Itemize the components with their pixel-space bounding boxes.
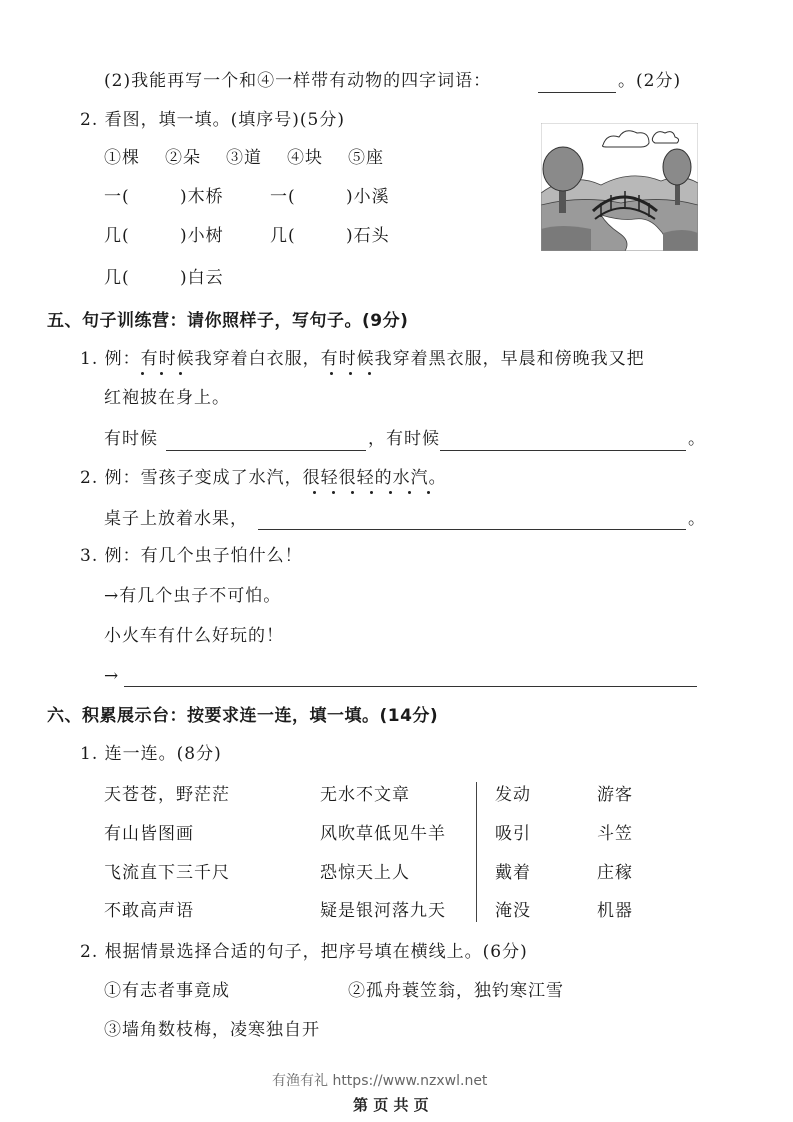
s4-q2-option-2: ②朵 xyxy=(165,148,201,168)
fill-row2-b-word: )石头 xyxy=(346,226,390,246)
match-a-4: 不敢高声语 xyxy=(104,901,194,921)
s4-q2-option-4: ④块 xyxy=(287,148,323,168)
s5-q2-example: 2. 例：雪孩子变成了水汽，很轻很轻的水汽。 xyxy=(80,468,447,488)
emphasis-dots-2 xyxy=(313,491,453,497)
match-b-3: 恐惊天上人 xyxy=(320,863,410,883)
s5-q1-answer-blank-b[interactable] xyxy=(440,450,686,451)
q2-score: 。(2分) xyxy=(618,71,682,91)
match-b-1: 无水不文章 xyxy=(320,785,410,805)
s4-q2-title: 2. 看图，填一填。(填序号)(5分) xyxy=(80,110,345,130)
match-c-1: 发动 xyxy=(495,785,531,805)
fill-row3-a-open: 几( xyxy=(104,268,130,288)
s5-q1-answer-prefix-a: 有时候 xyxy=(104,429,158,449)
fill-row2-b-open: 几( xyxy=(270,226,296,246)
s6-q2-option-3: ③墙角数枝梅，凌寒独自开 xyxy=(104,1020,320,1040)
match-a-1: 天苍苍，野茫茫 xyxy=(104,785,230,805)
s5-q3-answer-arrow: → xyxy=(104,666,120,686)
match-c-4: 淹没 xyxy=(495,901,531,921)
s5-q3-example-answer: →有几个虫子不可怕。 xyxy=(104,586,282,606)
s5-q1-answer-prefix-b: ，有时候 xyxy=(368,429,440,449)
fill-row1-a-word: )木桥 xyxy=(180,187,224,207)
q2-prompt: (2)我能再写一个和④一样带有动物的四字词语： xyxy=(104,71,492,91)
s5-q3-example: 3. 例：有几个虫子怕什么！ xyxy=(80,546,303,566)
match-d-1: 游客 xyxy=(597,785,633,805)
s5-q2-answer-blank[interactable] xyxy=(258,529,686,530)
s5-q2-answer-end: 。 xyxy=(688,509,706,529)
s5-q1-answer-end: 。 xyxy=(688,429,706,449)
match-c-3: 戴着 xyxy=(495,863,531,883)
s5-q1-answer-blank-a[interactable] xyxy=(166,450,366,451)
match-b-2: 风吹草低见牛羊 xyxy=(320,824,446,844)
match-c-2: 吸引 xyxy=(495,824,531,844)
s4-q2-option-1: ①棵 xyxy=(104,148,140,168)
fill-row1-b-open: 一( xyxy=(270,187,296,207)
footer-source: 有渔有礼 https://www.nzxwl.net xyxy=(272,1073,488,1089)
fill-row2-a-open: 几( xyxy=(104,226,130,246)
s6-q2-option-1: ①有志者事竟成 xyxy=(104,981,230,1001)
match-d-2: 斗笠 xyxy=(597,824,633,844)
fill-row3-a-word: )白云 xyxy=(180,268,224,288)
s5-q1-example-line2: 红袍披在身上。 xyxy=(104,388,230,408)
match-d-3: 庄稼 xyxy=(597,863,633,883)
s6-q1-title: 1. 连一连。(8分) xyxy=(80,744,222,764)
s6-q2-title: 2. 根据情景选择合适的句子，把序号填在横线上。(6分) xyxy=(80,942,528,962)
fill-row1-b-word: )小溪 xyxy=(346,187,390,207)
s5-q3-answer-blank[interactable] xyxy=(124,686,697,687)
match-a-3: 飞流直下三千尺 xyxy=(104,863,230,883)
section5-heading: 五、句子训练营：请你照样子，写句子。(9分) xyxy=(47,311,409,331)
match-d-4: 机器 xyxy=(597,901,633,921)
bridge-landscape-illustration xyxy=(541,123,698,251)
column-divider xyxy=(476,782,477,922)
fill-row2-a-word: )小树 xyxy=(180,226,224,246)
fill-row1-a-open: 一( xyxy=(104,187,130,207)
s4-q2-option-3: ③道 xyxy=(226,148,262,168)
footer-page-number: 第 页 共 页 xyxy=(353,1096,429,1114)
s5-q3-question: 小火车有什么好玩的！ xyxy=(104,626,284,646)
s4-q2-option-5: ⑤座 xyxy=(348,148,384,168)
match-a-2: 有山皆图画 xyxy=(104,824,194,844)
s6-q2-option-2: ②孤舟蓑笠翁，独钓寒江雪 xyxy=(348,981,564,1001)
match-b-4: 疑是银河落九天 xyxy=(320,901,446,921)
q2-answer-blank[interactable] xyxy=(538,92,616,93)
s5-q1-example-line1: 1. 例：有时候我穿着白衣服，有时候我穿着黑衣服，早晨和傍晚我又把 xyxy=(80,349,645,369)
section6-heading: 六、积累展示台：按要求连一连，填一填。(14分) xyxy=(47,706,439,726)
s5-q2-answer-prefix: 桌子上放着水果， xyxy=(104,509,248,529)
emphasis-dots-1 xyxy=(141,372,341,378)
